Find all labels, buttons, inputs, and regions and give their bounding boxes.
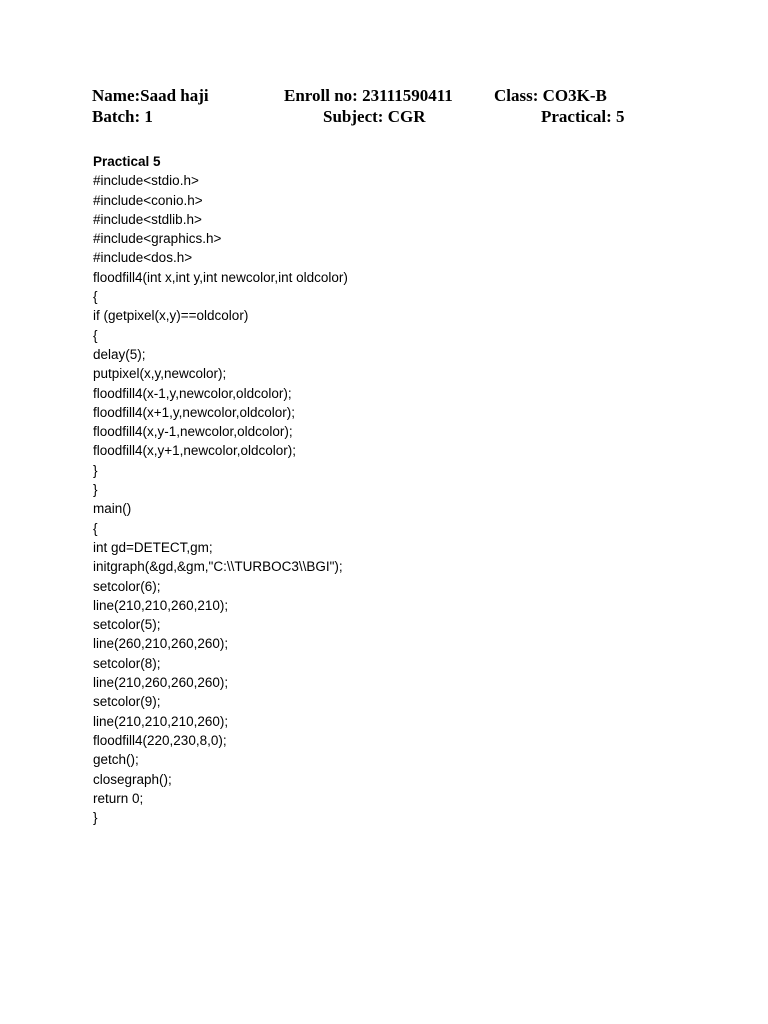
code-line: closegraph(); (93, 771, 172, 787)
batch-label: Batch: 1 (92, 107, 153, 126)
code-line: if (getpixel(x,y)==oldcolor) (93, 308, 249, 324)
code-line: line(260,210,260,260); (93, 636, 229, 652)
code-line: int gd=DETECT,gm; (93, 539, 213, 555)
student-name: Name:Saad haji (92, 86, 209, 105)
code-line: } (93, 810, 98, 826)
practical-heading: Practical 5 (93, 154, 161, 169)
code-line: } (93, 462, 98, 478)
code-line: floodfill4(220,230,8,0); (93, 732, 227, 748)
code-line: line(210,260,260,260); (93, 675, 229, 691)
code-line: #include<stdio.h> (93, 173, 199, 189)
code-line: setcolor(9); (93, 694, 161, 710)
code-line: #include<dos.h> (93, 250, 193, 266)
code-line: floodfill4(x,y-1,newcolor,oldcolor); (93, 424, 293, 440)
code-line: floodfill4(x,y+1,newcolor,oldcolor); (93, 443, 296, 459)
code-line: floodfill4(x+1,y,newcolor,oldcolor); (93, 404, 295, 420)
code-line: setcolor(5); (93, 617, 161, 633)
code-line: setcolor(8); (93, 655, 161, 671)
code-line: initgraph(&gd,&gm,"C:\\TURBOC3\\BGI"); (93, 559, 343, 575)
code-line: #include<conio.h> (93, 192, 203, 208)
code-line: return 0; (93, 790, 144, 806)
code-line: #include<stdlib.h> (93, 211, 202, 227)
practical-label: Practical: 5 (541, 107, 625, 126)
code-line: line(210,210,260,210); (93, 597, 229, 613)
code-line: { (93, 327, 98, 343)
class-label: Class: CO3K-B (494, 86, 607, 105)
code-listing (93, 171, 733, 827)
code-line: { (93, 289, 98, 305)
code-line: main() (93, 501, 132, 517)
code-line: setcolor(6); (93, 578, 161, 594)
code-line: delay(5); (93, 346, 146, 362)
code-line: { (93, 520, 98, 536)
code-line: floodfill4(int x,int y,int newcolor,int oldcolor) (93, 269, 348, 285)
code-line: getch(); (93, 752, 139, 768)
code-line: floodfill4(x-1,y,newcolor,oldcolor); (93, 385, 292, 401)
document-body (93, 152, 733, 827)
enrollment-number: Enroll no: 23111590411 (284, 86, 453, 105)
subject-label: Subject: CGR (323, 107, 426, 126)
code-line: line(210,210,210,260); (93, 713, 229, 729)
code-line: } (93, 482, 98, 498)
code-line: #include<graphics.h> (93, 231, 222, 247)
code-line: putpixel(x,y,newcolor); (93, 366, 227, 382)
